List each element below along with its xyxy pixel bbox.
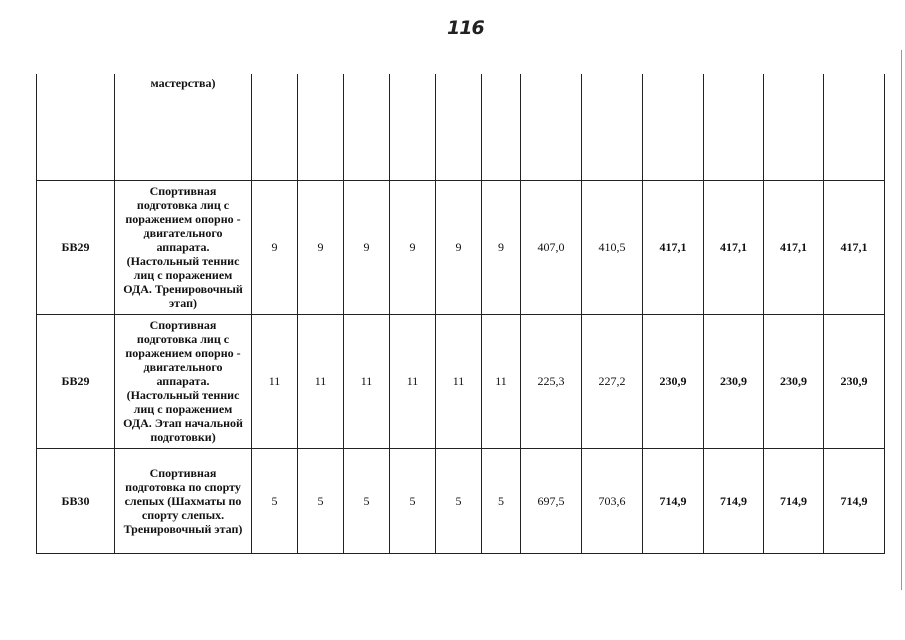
value-cell: 417,1 — [704, 180, 764, 314]
value-cell: 697,5 — [521, 448, 582, 553]
value-cell: 5 — [252, 448, 298, 553]
value-cell: 703,6 — [582, 448, 643, 553]
row-name: мастерства) — [115, 74, 252, 180]
table-row — [37, 314, 885, 448]
value-cell: 230,9 — [704, 314, 764, 448]
value-cell: 9 — [298, 180, 344, 314]
row-name: Спортивная подготовка лиц с поражением опорно - двигательного аппарата. (Настольный теннис лиц с поражением ОДА. Этап начальной подготовки) — [115, 314, 252, 448]
row-code — [37, 74, 115, 180]
value-cell: 227,2 — [582, 314, 643, 448]
value-cell — [436, 74, 482, 180]
value-cell: 5 — [482, 448, 521, 553]
value-cell: 714,9 — [764, 448, 824, 553]
value-cell: 230,9 — [764, 314, 824, 448]
value-cell: 5 — [390, 448, 436, 553]
row-name: Спортивная подготовка по спорту слепых (Шахматы по спорту слепых. Тренировочный этап) — [115, 448, 252, 553]
value-cell: 11 — [390, 314, 436, 448]
value-cell: 9 — [252, 180, 298, 314]
value-cell: 9 — [482, 180, 521, 314]
value-cell: 410,5 — [582, 180, 643, 314]
value-cell: 11 — [252, 314, 298, 448]
value-cell: 11 — [436, 314, 482, 448]
value-cell: 9 — [344, 180, 390, 314]
value-cell: 417,1 — [764, 180, 824, 314]
budget-table — [36, 74, 885, 554]
row-code: БВ29 — [37, 180, 115, 314]
row-name: Спортивная подготовка лиц с поражением опорно - двигательного аппарата. (Настольный теннис лиц с поражением ОДА. Тренировочный этап) — [115, 180, 252, 314]
value-cell — [252, 74, 298, 180]
value-cell — [390, 74, 436, 180]
value-cell — [643, 74, 704, 180]
value-cell: 407,0 — [521, 180, 582, 314]
value-cell — [764, 74, 824, 180]
row-code: БВ29 — [37, 314, 115, 448]
page-edge-line — [901, 50, 902, 590]
value-cell: 225,3 — [521, 314, 582, 448]
value-cell: 417,1 — [643, 180, 704, 314]
value-cell: 5 — [436, 448, 482, 553]
value-cell: 11 — [298, 314, 344, 448]
value-cell: 230,9 — [824, 314, 885, 448]
row-code: БВ30 — [37, 448, 115, 553]
value-cell: 11 — [482, 314, 521, 448]
value-cell — [521, 74, 582, 180]
page-number: 116 — [447, 17, 484, 39]
value-cell — [482, 74, 521, 180]
table-row — [37, 180, 885, 314]
value-cell: 9 — [436, 180, 482, 314]
value-cell: 417,1 — [824, 180, 885, 314]
table-row — [37, 74, 885, 180]
value-cell: 5 — [298, 448, 344, 553]
value-cell — [582, 74, 643, 180]
value-cell — [824, 74, 885, 180]
table-row — [37, 448, 885, 553]
value-cell — [298, 74, 344, 180]
value-cell: 714,9 — [704, 448, 764, 553]
value-cell — [344, 74, 390, 180]
value-cell: 230,9 — [643, 314, 704, 448]
value-cell: 11 — [344, 314, 390, 448]
value-cell: 9 — [390, 180, 436, 314]
value-cell — [704, 74, 764, 180]
value-cell: 714,9 — [824, 448, 885, 553]
value-cell: 714,9 — [643, 448, 704, 553]
value-cell: 5 — [344, 448, 390, 553]
